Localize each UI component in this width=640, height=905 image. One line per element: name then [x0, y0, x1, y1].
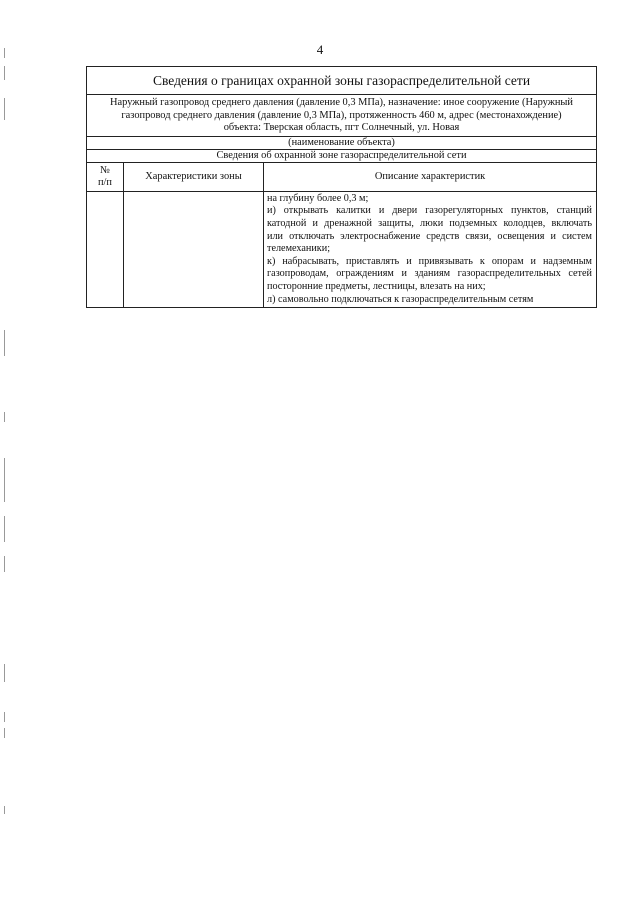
header-description: Описание характеристик: [264, 162, 597, 191]
scan-mark: [4, 458, 5, 502]
object-caption-row: [87, 136, 597, 149]
scan-margin-marks: [4, 0, 10, 905]
scan-mark: [4, 664, 5, 682]
scan-mark: [4, 412, 5, 422]
description-line: катодной и дренажной защиты, люки подземных колодцев, включать: [267, 217, 592, 229]
header-number-line1: №: [100, 164, 110, 176]
description-line: к) набрасывать, приставлять и привязывать к опорам и надземным: [267, 255, 592, 267]
section-row: [87, 149, 597, 162]
description-line: на глубину более 0,3 м;: [267, 192, 369, 204]
table-row: [87, 191, 597, 307]
description-line: или отключать электроснабжение средств связи, освещения и систем: [267, 230, 592, 242]
zone-characteristics-cell: [124, 191, 264, 307]
description-line: л) самовольно подключаться к газораспределительным сетям: [267, 293, 534, 305]
scan-mark: [4, 98, 5, 120]
object-row: [87, 95, 597, 137]
scan-mark: [4, 712, 5, 722]
description-line: газопроводам, ограждениям и зданиям газораспределительных сетей: [267, 268, 592, 280]
description-line: посторонние предметы, лестницы, влезать на них;: [267, 280, 486, 292]
description-line: телемеханики;: [267, 243, 331, 255]
scan-mark: [4, 728, 5, 738]
description-cell: [264, 191, 597, 307]
object-line: объекта: Тверская область, пгт Солнечный, ул. Новая: [223, 122, 460, 134]
scan-mark: [4, 556, 5, 572]
page-number: 4: [316, 42, 324, 57]
table-title: Сведения о границах охранной зоны газораспределительной сети: [87, 67, 597, 95]
section-title: Сведения об охранной зоне газораспределительной сети: [87, 149, 597, 162]
header-zone-characteristics: Характеристики зоны: [124, 162, 264, 191]
object-line: Наружный газопровод среднего давления (давление 0,3 МПа), назначение: иное сооружение (Наружный: [110, 97, 573, 108]
header-number: [87, 162, 124, 191]
object-name: [87, 95, 597, 137]
scan-mark: [4, 330, 5, 356]
number-cell: [87, 191, 124, 307]
protection-zone-table: [86, 66, 597, 308]
scan-mark: [4, 806, 5, 814]
description-line: и) открывать калитки и двери газорегуляторных пунктов, станций: [267, 205, 592, 217]
scan-mark: [4, 516, 5, 542]
title-row: [87, 67, 597, 95]
header-row: [87, 162, 597, 191]
scan-mark: [4, 66, 5, 80]
scan-mark: [4, 48, 5, 58]
object-line: газопровод среднего давления (давление 0,3 МПа), протяженность 460 м, адрес (местонахождение): [121, 109, 562, 121]
header-number-line2: п/п: [97, 176, 112, 188]
object-caption: (наименование объекта): [87, 136, 597, 149]
